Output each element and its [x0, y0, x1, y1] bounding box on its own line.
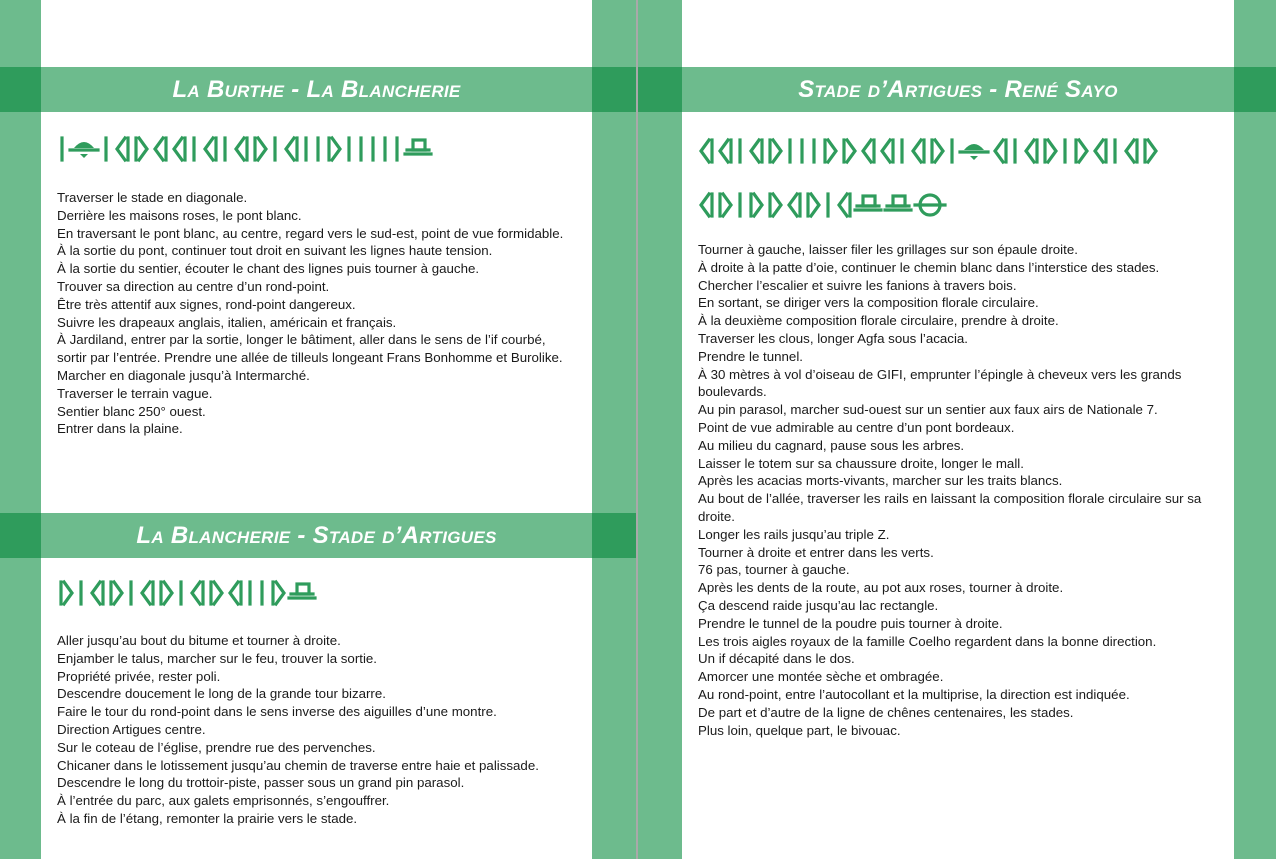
- left-sign-icon: [92, 582, 103, 604]
- left-sign-icon: [913, 140, 924, 162]
- direction-line: Descendre doucement le long de la grande tour bizarre.: [57, 686, 386, 702]
- direction-line: Après les acacias morts-vivants, marcher sur les traits blancs.: [698, 473, 1063, 489]
- band-right-top-edge: [1234, 67, 1276, 112]
- direction-line: Au rond-point, entre l’autocollant et la multiprise, la direction est indiquée.: [698, 686, 1130, 702]
- glyph-strip: [58, 136, 435, 164]
- direction-line: Traverser le terrain vague.: [57, 385, 213, 401]
- left-sign-icon: [1126, 140, 1137, 162]
- direction-line: Enjamber le talus, marcher sur le feu, trouver la sortie.: [57, 650, 377, 666]
- direction-line: En sortant, se diriger vers la composition florale circulaire.: [698, 295, 1039, 311]
- direction-line: Au bout de l’allée, traverser les rails en laissant la composition florale circulaire sur sa droite.: [698, 491, 1202, 524]
- direction-line: Tourner à droite et entrer dans les verts.: [698, 544, 934, 560]
- section-title-artigues-sayo: Stade d’Artigues - René Sayo: [798, 76, 1118, 103]
- direction-line: À la deuxième composition florale circulaire, prendre à droite.: [698, 313, 1059, 329]
- direction-line: À Jardiland, entrer par la sortie, longer le bâtiment, aller dans le sens de l’if courbé, sortir par l’entrée. Prendre une allée de tilleuls longeant Frans Bonhomme et Burolike.: [57, 332, 563, 366]
- glyph-strip: [58, 580, 319, 608]
- direction-line: Suivre les drapeaux anglais, italien, américain et français.: [57, 314, 397, 330]
- cross-dome-sign-icon: [960, 144, 988, 160]
- direction-line: Laisser le totem sur sa chaussure droite, longer le mall.: [698, 455, 1024, 471]
- right-sign-icon: [61, 582, 72, 604]
- direction-line: Prendre le tunnel de la poudre puis tourner à droite.: [698, 615, 1003, 631]
- cross-dome-sign-icon: [70, 142, 98, 158]
- direction-line: Après les dents de la route, au pot aux roses, tourner à droite.: [698, 580, 1064, 596]
- directions-artigues-sayo: [698, 241, 1218, 739]
- route-signs-blancherie: [58, 580, 319, 608]
- direction-line: Plus loin, quelque part, le bivouac.: [698, 722, 901, 738]
- circle-sign-icon: [915, 195, 945, 215]
- direction-line: Tourner à gauche, laisser filer les grillages sur son épaule droite.: [698, 242, 1078, 257]
- right-gutter-band: [638, 0, 682, 859]
- direction-line: Point de vue admirable au centre d’un pont bordeaux.: [698, 419, 1015, 435]
- section-title-blancherie-artigues: La Blancherie - Stade d’Artigues: [136, 522, 497, 549]
- route-signs-artigues-row1: [698, 138, 1161, 166]
- right-sign-icon: [825, 140, 836, 162]
- direction-line: Derrière les maisons roses, le pont blanc.: [57, 207, 302, 223]
- band-left-mid-edge: [0, 513, 41, 558]
- right-sign-icon: [1145, 140, 1156, 162]
- right-sign-icon: [770, 140, 781, 162]
- direction-line: Faire le tour du rond-point dans le sens inverse des aiguilles d’une montre.: [57, 704, 497, 720]
- direction-line: Propriété privée, rester poli.: [57, 668, 221, 684]
- band-left-top-edge: [0, 67, 41, 112]
- direction-line: À la fin de l’étang, remonter la prairie vers le stade.: [57, 810, 358, 826]
- direction-line: Descendre le long du trottoir-piste, passer sous un grand pin parasol.: [57, 775, 465, 791]
- direction-line: À droite à la patte d’oie, continuer le chemin blanc dans l’interstice des stades.: [698, 259, 1160, 275]
- right-sign-icon: [1045, 140, 1056, 162]
- direction-line: En traversant le pont blanc, au centre, regard vers le sud-est, point de vue formidable.: [57, 225, 564, 241]
- right-sign-icon: [329, 138, 340, 160]
- direction-line: Être très attentif aux signes, rond-point dangereux.: [57, 296, 356, 312]
- direction-line: Marcher en diagonale jusqu’à Intermarché.: [57, 367, 310, 383]
- right-sign-icon: [111, 582, 122, 604]
- right-sign-icon: [932, 140, 943, 162]
- direction-line: À la sortie du sentier, écouter le chant des lignes puis tourner à gauche.: [57, 261, 480, 277]
- direction-line: Sur le coteau de l’église, prendre rue des pervenches.: [57, 739, 376, 755]
- left-sign-icon: [174, 138, 185, 160]
- left-sign-icon: [205, 138, 216, 160]
- right-sign-icon: [770, 194, 781, 216]
- left-margin-band: [0, 0, 41, 859]
- direction-line: Prendre le tunnel.: [698, 348, 803, 364]
- left-sign-icon: [117, 138, 128, 160]
- glyph-strip: [698, 138, 1161, 166]
- band-left-top-gutter: [592, 67, 636, 112]
- right-sign-icon: [844, 140, 855, 162]
- direction-line: Au pin parasol, marcher sud-ouest sur un sentier aux faux airs de Nationale 7.: [698, 402, 1158, 418]
- left-sign-icon: [155, 138, 166, 160]
- direction-line: À 30 mètres à vol d’oiseau de GIFI, emprunter l’épingle à cheveux vers les grands boulevards.: [698, 366, 1182, 400]
- direction-line: 76 pas, tourner à gauche.: [698, 562, 850, 578]
- hut-sign-icon: [289, 584, 315, 598]
- page-spine: [636, 0, 638, 859]
- left-sign-icon: [789, 194, 800, 216]
- direction-line: Aller jusqu’au bout du bitume et tourner à droite.: [57, 633, 341, 648]
- hut-sign-icon: [855, 196, 881, 210]
- band-left-mid-gutter: [592, 513, 636, 558]
- left-sign-icon: [1095, 140, 1106, 162]
- left-sign-icon: [230, 582, 241, 604]
- direction-line: Les trois aigles royaux de la famille Coelho regardent dans la bonne direction.: [698, 633, 1157, 649]
- left-sign-icon: [1026, 140, 1037, 162]
- right-sign-icon: [808, 194, 819, 216]
- right-sign-icon: [161, 582, 172, 604]
- direction-line: Amorcer une montée sèche et ombragée.: [698, 669, 944, 685]
- left-sign-icon: [720, 140, 731, 162]
- direction-line: Direction Artigues centre.: [57, 721, 206, 737]
- route-signs-burthe: [58, 136, 435, 164]
- hut-sign-icon: [885, 196, 911, 210]
- route-signs-artigues-row2: [698, 192, 949, 220]
- right-sign-icon: [255, 138, 266, 160]
- right-sign-icon: [751, 194, 762, 216]
- direction-line: Au milieu du cagnard, pause sous les arbres.: [698, 437, 965, 453]
- left-sign-icon: [286, 138, 297, 160]
- direction-line: Un if décapité dans le dos.: [698, 651, 855, 667]
- section-title-burthe-blancherie: La Burthe - La Blancherie: [172, 76, 461, 103]
- left-sign-icon: [839, 194, 850, 216]
- left-sign-icon: [863, 140, 874, 162]
- direction-line: Chicaner dans le lotissement jusqu’au chemin de traverse entre haie et palissade.: [57, 757, 539, 773]
- left-sign-icon: [192, 582, 203, 604]
- right-sign-icon: [273, 582, 284, 604]
- left-sign-icon: [701, 140, 712, 162]
- direction-line: Entrer dans la plaine.: [57, 421, 183, 437]
- directions-blancherie-artigues: [57, 632, 577, 828]
- right-sign-icon: [211, 582, 222, 604]
- direction-line: Trouver sa direction au centre d’un rond-point.: [57, 278, 330, 294]
- left-sign-icon: [751, 140, 762, 162]
- left-sign-icon: [142, 582, 153, 604]
- direction-line: À l’entrée du parc, aux galets emprisonnés, s’engouffrer.: [57, 793, 390, 809]
- direction-line: À la sortie du pont, continuer tout droit en suivant les lignes haute tension.: [57, 243, 493, 259]
- direction-line: Traverser les clous, longer Agfa sous l’acacia.: [698, 330, 969, 346]
- right-sign-icon: [1076, 140, 1087, 162]
- left-sign-icon: [236, 138, 247, 160]
- direction-line: De part et d’autre de la ligne de chênes centenaires, les stades.: [698, 704, 1074, 720]
- left-sign-icon: [882, 140, 893, 162]
- band-right-top-gutter: [638, 67, 682, 112]
- direction-line: Chercher l’escalier et suivre les fanions à travers bois.: [698, 277, 1017, 293]
- hut-sign-icon: [405, 140, 431, 154]
- glyph-strip: [698, 192, 949, 220]
- right-sign-icon: [136, 138, 147, 160]
- directions-burthe-blancherie: [57, 189, 577, 438]
- left-sign-icon: [701, 194, 712, 216]
- direction-line: Sentier blanc 250° ouest.: [57, 403, 206, 419]
- right-margin-band: [1234, 0, 1276, 859]
- right-sign-icon: [720, 194, 731, 216]
- direction-line: Longer les rails jusqu’au triple Z.: [698, 526, 890, 542]
- direction-line: Ça descend raide jusqu’au lac rectangle.: [698, 597, 939, 613]
- left-gutter-band: [592, 0, 636, 859]
- left-sign-icon: [995, 140, 1006, 162]
- direction-line: Traverser le stade en diagonale.: [57, 190, 248, 205]
